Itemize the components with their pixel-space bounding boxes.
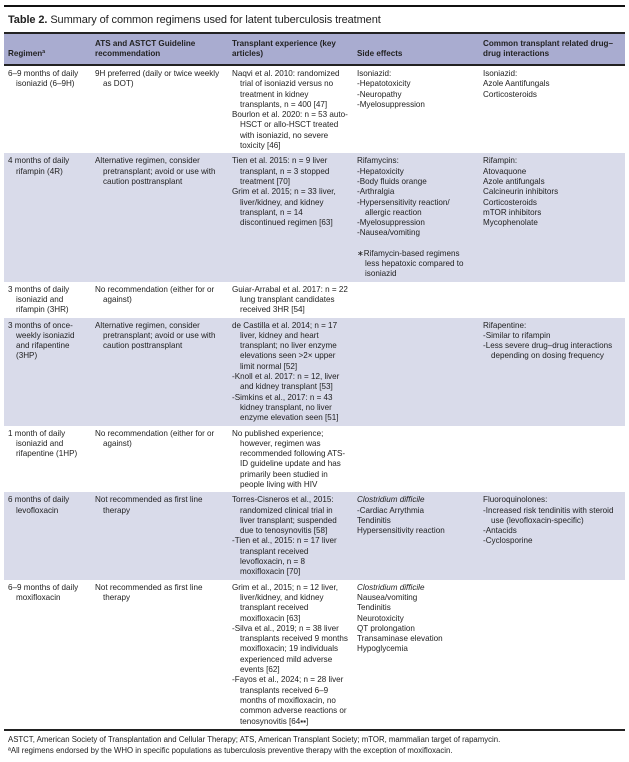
cell-text: -Similar to rifampin — [483, 330, 551, 340]
cell-text: -Tien et al., 2015: n = 17 liver transplant received levofloxacin, n = 8 moxifloxacin [70] — [232, 536, 337, 577]
cell-text: Grim et al. 2015; n = 33 liver, liver/kidney, and kidney transplant, n = 14 discontinued regimen [63] — [232, 187, 336, 228]
cell-text: -Arthralgia — [357, 187, 395, 197]
table-row — [4, 492, 625, 579]
cell-text: Naqvi et al. 2010: randomized trial of isoniazid versus no treatment in kidney transplants, n = 400 [47] — [232, 69, 340, 109]
cell-text: No published experience; however, regimen was recommended following ATS-ID guideline update and has primarily been studied in people living with HIV — [232, 428, 346, 489]
header-transplant-experience: Transplant experience (key articles) — [228, 33, 353, 65]
cell-guideline — [91, 153, 228, 281]
cell-text: ∗Rifamycin-based regimens less hepatoxic compared to isoniazid — [357, 248, 464, 279]
cell-transplant-experience — [228, 492, 353, 579]
cell-text: Nausea/vomiting — [357, 592, 418, 602]
cell-guideline — [91, 318, 228, 426]
cell-text: Clostridium difficile — [357, 582, 425, 592]
cell-regimen — [4, 65, 91, 153]
cell-text: Isoniazid: — [483, 69, 518, 78]
cell-text: 3 months of daily isoniazid and rifampin (3HR) — [8, 284, 70, 315]
cell-guideline — [91, 492, 228, 579]
regimens-table — [4, 32, 625, 731]
cell-text: Bourlon et al. 2020: n = 53 auto-HSCT or allo-HSCT treated with isoniazid, no severe toxicity [46] — [232, 110, 348, 151]
cell-drug-interactions — [479, 153, 625, 281]
cell-text: 1 month of daily isoniazid and rifapentine (1HP) — [8, 428, 78, 459]
cell-text: 6–9 months of daily moxifloxacin — [8, 582, 79, 602]
cell-guideline — [91, 426, 228, 493]
cell-text: -Nausea/vomiting — [357, 228, 420, 238]
cell-text: Alternative regimen, consider pretransplant; avoid or use with caution posttransplant — [95, 320, 216, 351]
cell-text: -Hypersensitivity reaction/ allergic reaction — [357, 197, 450, 217]
cell-text: -Myelosuppression — [357, 99, 425, 109]
cell-text: -Simkins et al., 2017: n = 43 kidney transplant, no liver enzyme elevation seen [51] — [232, 392, 339, 423]
header-guideline: ATS and ASTCT Guideline recommendation — [91, 33, 228, 65]
cell-guideline — [91, 65, 228, 153]
cell-text: Corticosteroids — [483, 197, 537, 207]
cell-text: -Less severe drug–drug interactions depending on dosing frequency — [483, 341, 613, 361]
cell-text: Clostridium difficile — [357, 495, 425, 505]
cell-guideline — [91, 580, 228, 730]
cell-text: QT prolongation — [357, 623, 415, 633]
cell-text: Rifamycins: — [357, 156, 399, 166]
cell-text: No recommendation (either for or against) — [95, 428, 215, 448]
cell-text: Calcineurin inhibitors — [483, 187, 559, 197]
table-row — [4, 282, 625, 318]
cell-side-effects — [353, 282, 479, 318]
cell-text: 3 months of once-weekly isoniazid and rifapentine (3HP) — [8, 320, 75, 361]
cell-text: Tendinitis — [357, 603, 391, 613]
cell-text: -Silva et al., 2019; n = 38 liver transplants received 9 months moxifloxacin; 19 individuals experienced mild adverse events [62] — [232, 623, 348, 675]
table-label: Table 2. — [8, 14, 48, 26]
header-regimen: Regimenª — [4, 33, 91, 65]
table-row — [4, 426, 625, 493]
cell-text: -Antacids — [483, 526, 517, 536]
cell-text: Fluoroquinolones: — [483, 495, 548, 505]
cell-text: -Myelosuppression — [357, 218, 425, 228]
cell-text: Mycophenolate — [483, 218, 538, 228]
cell-text: -Cyclosporine — [483, 536, 533, 546]
cell-transplant-experience — [228, 282, 353, 318]
cell-regimen — [4, 492, 91, 579]
footnotes — [8, 734, 625, 756]
cell-text: Transaminase elevation — [357, 634, 443, 644]
cell-text: 9H preferred (daily or twice weekly as DOT) — [95, 69, 220, 89]
cell-text: 6 months of daily levofloxacin — [8, 495, 70, 515]
footnote-a: ªAll regimens endorsed by the WHO in specific populations as tuberculosis preventive therapy with the exception of moxifloxacin. — [8, 745, 453, 755]
cell-transplant-experience — [228, 153, 353, 281]
cell-text: -Hepatotoxicity — [357, 79, 411, 89]
cell-drug-interactions — [479, 580, 625, 730]
cell-text: Corticosteroids — [483, 89, 537, 99]
cell-text: Not recommended as first line therapy — [95, 495, 203, 515]
cell-side-effects — [353, 580, 479, 730]
cell-text: Rifapentine: — [483, 320, 527, 330]
cell-drug-interactions — [479, 65, 625, 153]
cell-text: Rifampin: — [483, 156, 518, 166]
table-row — [4, 153, 625, 281]
cell-transplant-experience — [228, 65, 353, 153]
cell-text: Hypersensitivity reaction — [357, 526, 445, 536]
cell-text: Azole Aantifungals — [483, 79, 550, 89]
table-title — [8, 13, 625, 27]
cell-text: Hypoglycemia — [357, 644, 408, 654]
cell-text: -Neuropathy — [357, 89, 402, 99]
table-caption: Summary of common regimens used for latent tuberculosis treatment — [50, 14, 381, 26]
cell-text: -Fayos et al., 2024; n = 28 liver transplants received 6–9 months of moxifloxacin, no common adverse reactions or tenosynovitis [64▪▪] — [232, 675, 347, 726]
header-drug-interactions: Common transplant related drug–drug interactions — [479, 33, 625, 65]
cell-regimen — [4, 580, 91, 730]
cell-text: -Body fluids orange — [357, 176, 427, 186]
cell-drug-interactions — [479, 282, 625, 318]
cell-side-effects — [353, 318, 479, 426]
cell-text: -Cardiac Arrythmia — [357, 505, 425, 515]
cell-regimen — [4, 282, 91, 318]
cell-side-effects — [353, 426, 479, 493]
cell-text: Azole antifungals — [483, 176, 545, 186]
cell-guideline — [91, 282, 228, 318]
table-row — [4, 580, 625, 730]
cell-drug-interactions — [479, 426, 625, 493]
cell-text: de Castilla et al. 2014; n = 17 liver, kidney and heart transplant; no liver enzyme elevations seen >2× upper limit normal [52] — [232, 320, 338, 371]
cell-text: -Knoll et al. 2017: n = 12, liver and kidney transplant [53] — [232, 372, 340, 392]
header-row — [4, 33, 625, 65]
table-row — [4, 65, 625, 153]
cell-text: 4 months of daily rifampin (4R) — [8, 156, 70, 176]
cell-regimen — [4, 426, 91, 493]
cell-text: No recommendation (either for or against) — [95, 284, 215, 304]
cell-text: mTOR inhibitors — [483, 207, 542, 217]
cell-regimen — [4, 153, 91, 281]
cell-transplant-experience — [228, 426, 353, 493]
cell-text: Tien et al. 2015: n = 9 liver transplant, n = 3 stopped treatment [70] — [232, 156, 330, 186]
cell-text: -Hepatoxicity — [357, 166, 404, 176]
cell-text: Neurotoxicity — [357, 613, 404, 623]
cell-text: Alternative regimen, consider pretransplant; avoid or use with caution posttransplant — [95, 156, 216, 186]
cell-text: Tendinitis — [357, 515, 391, 525]
footnote-abbreviations: ASTCT, American Society of Transplantation and Cellular Therapy; ATS, American Transplant Society; mTOR, mammalian target of rapamycin. — [8, 734, 501, 744]
cell-transplant-experience — [228, 580, 353, 730]
cell-side-effects — [353, 153, 479, 281]
cell-text: Not recommended as first line therapy — [95, 582, 203, 602]
cell-side-effects — [353, 65, 479, 153]
cell-text: Torres-Cisneros et al., 2015: randomized clinical trial in liver transplant; suspended due to tenosynovitis [58] — [232, 495, 337, 536]
cell-regimen — [4, 318, 91, 426]
cell-text: Grim et al., 2015; n = 12 liver, liver/kidney, and kidney transplant received moxifloxacin [63] — [232, 582, 338, 623]
cell-drug-interactions — [479, 318, 625, 426]
cell-text: Guiar-Arrabal et al. 2017: n = 22 lung transplant candidates received 3HR [54] — [232, 284, 348, 315]
cell-text: 6–9 months of daily isoniazid (6–9H) — [8, 69, 79, 89]
cell-text: Isoniazid: — [357, 69, 392, 78]
header-side-effects: Side effects — [353, 33, 479, 65]
cell-side-effects — [353, 492, 479, 579]
top-rule — [4, 5, 625, 7]
cell-text: Atovaquone — [483, 166, 527, 176]
cell-drug-interactions — [479, 492, 625, 579]
table-body — [4, 65, 625, 730]
cell-text: -Increased risk tendinitis with steroid use (levofloxacin-specific) — [483, 505, 614, 525]
cell-transplant-experience — [228, 318, 353, 426]
table-row — [4, 318, 625, 426]
